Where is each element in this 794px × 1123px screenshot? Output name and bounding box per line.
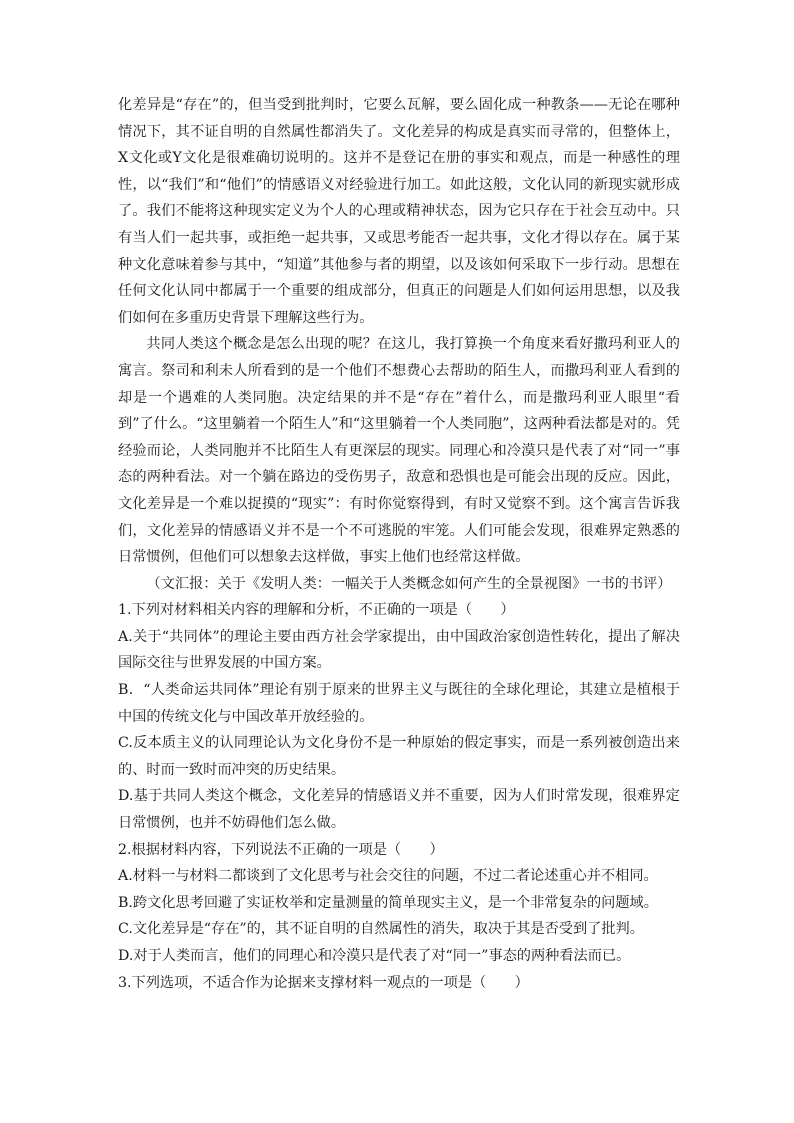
body-paragraph-1: 化差异是“存在”的，但当受到批判时，它要么瓦解，要么固化成一种教条——无论在哪种情况下，其不证自明的自然属性都消失了。文化差异的构成是真实而寻常的，但整体上，X文化或Y文化是很难确切说明的。这并不是登记在册的事实和观点，而是一种感性的理性，以“我们”和“他们”的情感语义对经验进行加工。如此这般，文化认同的新现实就形成了。我们不能将这种现实定义为个人的心理或精神状态，因为它只存在于社会互动中。只有当人们一起共事，或拒绝一起共事，又或思考能否一起共事，文化才得以存在。属于某种文化意味着参与其中，“知道”其他参与者的期望，以及该如何采取下一步行动。思想在任何文化认同中都属于一个重要的组成部分，但真正的问题是人们如何运用思想，以及我们如何在多重历史背景下理解这些行为。: [118, 97, 680, 326]
body-paragraph-2: 共同人类这个概念是怎么出现的呢？在这儿，我打算换一个角度来看好撒玛利亚人的寓言。祭司和利未人所看到的是一个他们不想费心去帮助的陌生人，而撒玛利亚人看到的却是一个遇难的人类同胞。决定结果的并不是“存在”着什么，而是撒玛利亚人眼里“看到”了什么。“这里躺着一个陌生人”和“这里躺着一个人类同胞”，这两种看法都是对的。凭经验而论，人类同胞并不比陌生人有更深层的现实。同理心和冷漠只是代表了对“同一”事态的两种看法。对一个躺在路边的受伤男子，敌意和恐惧也是可能会出现的反应。因此，文化差异是一个难以捉摸的“现实”：有时你觉察得到，有时又觉察不到。这个寓言告诉我们，文化差异的情感语义并不是一个不可逃脱的牢笼。人们可能会发现，很难界定熟悉的日常惯例，但他们可以想象去这样做，事实上他们也经常这样做。: [118, 336, 680, 566]
document-page: [118, 92, 680, 996]
question-2-option-d: D.对于人类而言，他们的同理心和冷漠只是代表了对“同一”事态的两种看法而已。: [118, 948, 631, 964]
question-1-option-d: D.基于共同人类这个概念，文化差异的情感语义并不重要，因为人们时常发现，很难界定日常惯例，也并不妨碍他们怎么做。: [118, 788, 680, 832]
question-3-stem: 3.下列选项，不适合作为论据来支撑材料一观点的一项是（ ）: [118, 974, 529, 991]
question-2-option-a: A.材料一与材料二都谈到了文化思考与社会交往的问题，不过二者论述重心并不相同。: [118, 868, 658, 885]
question-1-stem: 1.下列对材料相关内容的理解和分析，不正确的一项是（ ）: [118, 602, 515, 619]
source-citation: （文汇报：关于《发明人类：一幅关于人类概念如何产生的全景视图》一书的书评）: [146, 575, 672, 592]
question-1-option-b: B．“人类命运共同体”理论有别于原来的世界主义与既往的全球化理论，其建立是植根于中国的传统文化与中国改革开放经验的。: [118, 682, 680, 725]
question-2-stem: 2.根据材料内容，下列说法不正确的一项是（ ）: [118, 841, 444, 858]
question-1-option-c: C.反本质主义的认同理论认为文化身份不是一种原始的假定事实，而是一系列被创造出来的、时而一致时而冲突的历史结果。: [118, 735, 680, 778]
question-2-option-c: C.文化差异是“存在”的，其不证自明的自然属性的消失，取决于其是否受到了批判。: [118, 921, 644, 938]
question-1-option-a: A.关于“共同体”的理论主要由西方社会学家提出，由中国政治家创造性转化，提出了解决国际交往与世界发展的中国方案。: [118, 628, 680, 672]
question-2-option-b: B.跨文化思考回避了实证枚举和定量测量的简单现实主义，是一个非常复杂的问题域。: [118, 894, 658, 911]
